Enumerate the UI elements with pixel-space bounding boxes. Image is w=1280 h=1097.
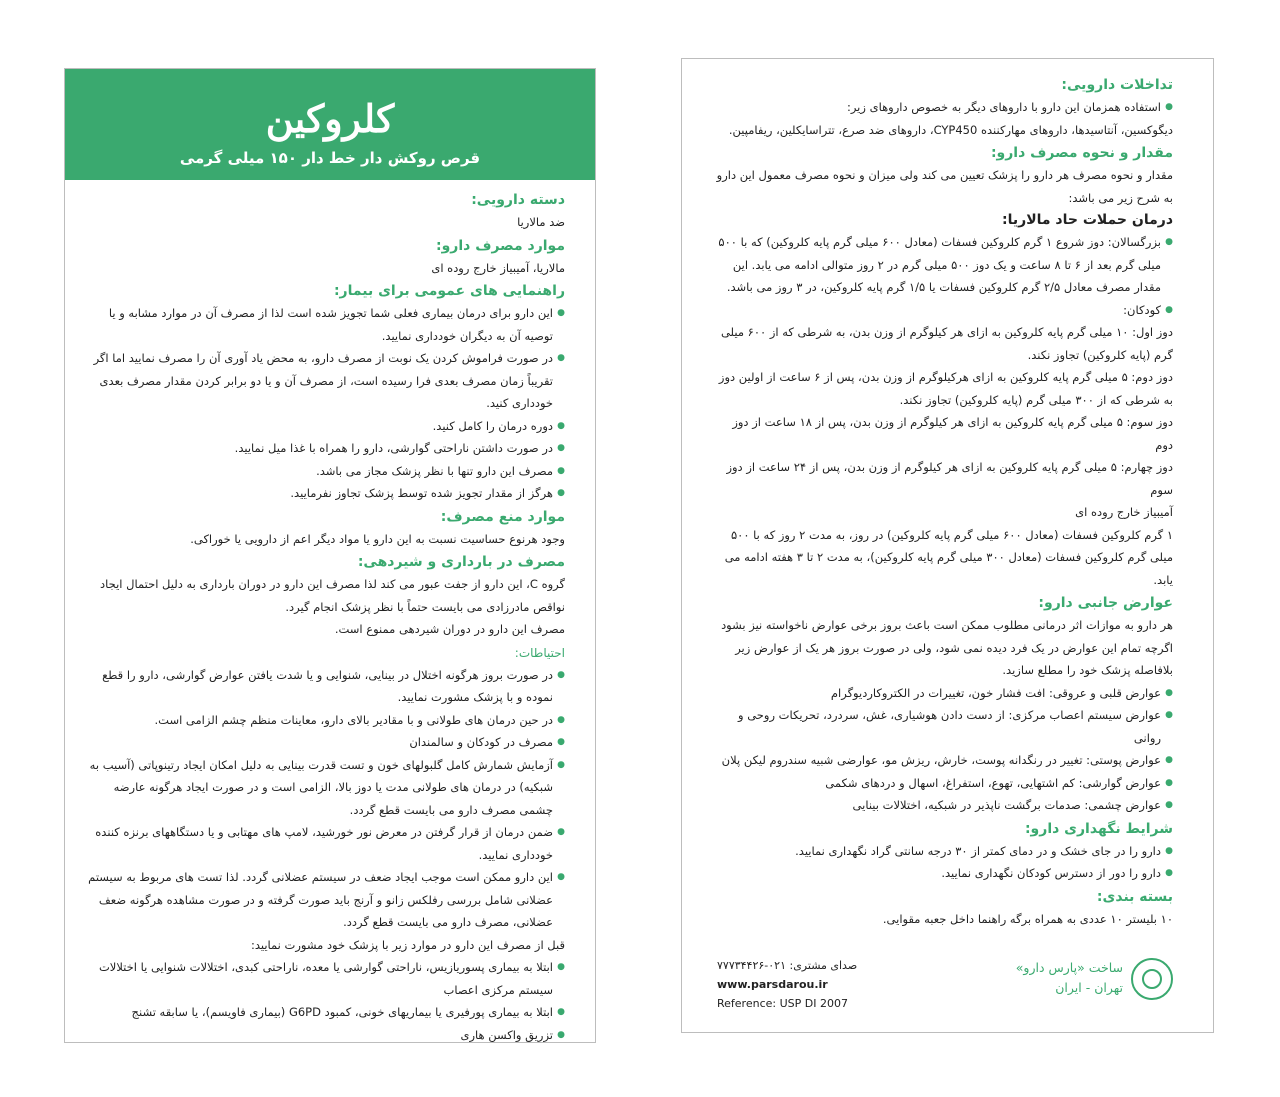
list-item: ● این دارو برای درمان بیماری فعلی شما تجویز شده است لذا از مصرف آن در موارد مشابه و یا توصیه آن به دیگران خودداری نمایید. bbox=[87, 302, 565, 347]
packaging-heading: بسته بندی: bbox=[1096, 888, 1173, 905]
interactions-drugs: دیگوکسین، آنتاسیدها، داروهای مهارکننده CYP450، داروهای ضد صرع، تتراسایکلین، ریفامپین. bbox=[728, 122, 1173, 137]
list-item: ● عوارض چشمی: صدمات برگشت ناپذیر در شبکیه، اختلالات بینایی bbox=[712, 794, 1173, 817]
precautions-list bbox=[87, 664, 565, 934]
leaflet-left-panel bbox=[64, 68, 596, 1043]
guidance-list bbox=[87, 302, 565, 505]
dose-fourth: دوز چهارم: ۵ میلی گرم پایه کلروکین به ازای هر کیلوگرم از وزن بدن، پس از ۲۴ ساعت از دوز سوم bbox=[726, 460, 1173, 497]
list-item: ● دارو را دور از دسترس کودکان نگهداری نمایید. bbox=[712, 862, 1173, 885]
list-item: ● در صورت بروز هرگونه اختلال در بینایی، شنوایی و یا شدت یافتن عوارض گوارشی، دارو را قطع نموده و با پزشک مشورت نمایید. bbox=[87, 664, 565, 709]
packaging-text: ۱۰ بلیستر ۱۰ عددی به همراه برگه راهنما داخل جعبه مقوایی. bbox=[882, 911, 1173, 926]
category-heading: دسته دارویی: bbox=[471, 192, 565, 208]
dose-second: دوز دوم: ۵ میلی گرم پایه کلروکین به ازای هرکیلوگرم از وزن بدن، پس از ۶ ساعت از اولین دوز به شرطی که از ۳۰۰ میلی گرم (پایه کلروکین) تجاوز نکند. bbox=[718, 370, 1173, 407]
contraindications-text: وجود هرنوع حساسیت نسبت به این دارو یا مواد دیگر اعم از دارویی یا خوراکی. bbox=[190, 531, 565, 546]
list-item: ● تزریق واکسن هاری bbox=[87, 1024, 565, 1047]
list-item: ● دارو را در جای خشک و در دمای کمتر از ۳۰ درجه سانتی گراد نگهداری نمایید. bbox=[712, 840, 1173, 863]
right-body bbox=[682, 59, 1213, 930]
consult-intro: قبل از مصرف این دارو در موارد زیر با پزشک خود مشورت نمایید: bbox=[250, 937, 565, 952]
malaria-heading: درمان حملات حاد مالاریا: bbox=[1002, 212, 1173, 228]
list-item: ● عوارض سیستم اعصاب مرکزی: از دست دادن هوشیاری، غش، سردرد، تحریکات روحی و روانی bbox=[712, 704, 1173, 749]
precautions-heading: احتیاطات: bbox=[514, 645, 565, 660]
drug-header bbox=[65, 69, 595, 180]
storage-heading: شرایط نگهداری دارو: bbox=[1024, 820, 1173, 837]
manufacturer-block bbox=[1003, 956, 1173, 1006]
list-item: ● در حین درمان های طولانی و با مقادیر بالای دارو، معاینات منظم چشم الزامی است. bbox=[87, 709, 565, 732]
side-effects-text: هر دارو به موازات اثر درمانی مطلوب ممکن است باعث بروز برخی عوارض ناخواسته نیز بشود اگرچه تمام این عوارض در یک فرد دیده نمی شود، ولی در صورت بروز هر یک از عوارض زیر بلافاصله پزشک خود را مطلع سازید. bbox=[721, 618, 1173, 677]
pars-darou-logo-icon bbox=[1131, 958, 1173, 1000]
side-effects-list bbox=[712, 682, 1173, 817]
storage-list bbox=[712, 840, 1173, 885]
interactions-list bbox=[712, 96, 1173, 119]
dose-third: دوز سوم: ۵ میلی گرم پایه کلروکین به ازای هر کیلوگرم از وزن بدن، پس از ۱۸ ساعت از دوز دوم bbox=[732, 415, 1173, 452]
dosage-list bbox=[712, 231, 1173, 321]
list-item: ● آزمایش شمارش کامل گلبولهای خون و تست قدرت بینایی به دلیل امکان ایجاد رتینوپاتی (آسیب به شبکیه) در درمان های طولانی مدت یا دوز بالا، الزامی است و در صورت ایجاد هرگونه عارضه چشمی مصرف دارو می بایست قطع گردد. bbox=[87, 754, 565, 822]
list-item: ● ابتلا به بیماری پسوریازیس، ناراحتی گوارشی یا معده، ناراحتی کبدی، اختلالات شنوایی یا اختلالات سیستم مرکزی اعصاب bbox=[87, 956, 565, 1001]
list-item: ● عوارض پوستی: تغییر در رنگدانه پوست، خارش، ریزش مو، عوارضی شبیه سندروم لیکن پلان bbox=[712, 749, 1173, 772]
list-item: ● عوارض قلبی و عروقی: افت فشار خون، تغییرات در الکتروکاردیوگرام bbox=[712, 682, 1173, 705]
list-item: ● در صورت فراموش کردن یک نوبت از مصرف دارو، به محض یاد آوری آن را مصرف نمایید اما اگر تقریباً زمان مصرف بعدی فرا رسیده است، از مصرف آن و یا دو برابر کردن مقدار مصرف بعدی خودداری کنید. bbox=[87, 347, 565, 415]
amoeba-text: ۱ گرم کلروکین فسفات (معادل ۶۰۰ میلی گرم پایه کلروکین) در روز، به مدت ۲ روز که با ۵۰۰ میلی گرم کلروکین فسفات (معادل ۳۰۰ میلی گرم پایه کلروکین)، به مدت ۲ تا ۳ هفته ادامه می یابد. bbox=[724, 527, 1173, 587]
dose-first: دوز اول: ۱۰ میلی گرم پایه کلروکین به ازای هر کیلوگرم از وزن بدن، به شرطی که از ۶۰۰ میلی گرم (پایه کلروکین) تجاوز نکند. bbox=[720, 325, 1173, 362]
consult-list bbox=[87, 956, 565, 1046]
list-item: ● ابتلا به بیماری پورفیری یا بیماریهای خونی، کمبود G6PD (بیماری فاویسم)، یا سابقه تشنج bbox=[87, 1001, 565, 1024]
category-text: ضد مالاریا bbox=[517, 215, 565, 229]
list-item: ● ضمن درمان از قرار گرفتن در معرض نور خورشید، لامپ های مهتابی و یا دستگاههای برنزه کننده خودداری نمایید. bbox=[87, 821, 565, 866]
list-item: ● دوره درمان را کامل کنید. bbox=[87, 415, 565, 438]
lactation-text: مصرف این دارو در دوران شیردهی ممنوع است. bbox=[334, 622, 565, 636]
dosage-text: مقدار و نحوه مصرف هر دارو را پزشک تعیین می کند ولی میزان و نحوه مصرف معمول این دارو به شرح زیر می باشد: bbox=[716, 168, 1173, 205]
drug-subtitle: قرص روکش دار خط دار ۱۵۰ میلی گرمی bbox=[179, 149, 481, 167]
left-body bbox=[65, 180, 595, 1046]
uses-text: مالاریا، آمیبیاز خارج روده ای bbox=[431, 260, 565, 275]
list-item: ● عوارض گوارشی: کم اشتهایی، تهوع، استفراغ، اسهال و دردهای شکمی bbox=[712, 772, 1173, 795]
manufacturer-location: تهران - ایران bbox=[1055, 980, 1123, 995]
website-link[interactable]: www.parsdarou.ir bbox=[717, 978, 828, 991]
side-effects-heading: عوارض جانبی دارو: bbox=[1038, 595, 1173, 611]
phone-number: ۰۲۱-۷۷۷۳۴۴۲۶ bbox=[717, 959, 786, 972]
amoeba-heading: آمیبیاز خارج روده ای bbox=[1075, 505, 1173, 519]
list-item: ● مصرف این دارو تنها با نظر پزشک مجاز می باشد. bbox=[87, 460, 565, 483]
dosage-heading: مقدار و نحوه مصرف دارو: bbox=[990, 145, 1173, 161]
contraindications-heading: موارد منع مصرف: bbox=[440, 508, 565, 525]
reference-text: Reference: USP DI 2007 bbox=[717, 997, 848, 1010]
uses-heading: موارد مصرف دارو: bbox=[435, 237, 565, 254]
list-item: ● استفاده همزمان این دارو با داروهای دیگر به خصوص داروهای زیر: bbox=[712, 96, 1173, 119]
interactions-heading: تداخلات دارویی: bbox=[1061, 77, 1173, 93]
pregnancy-heading: مصرف در بارداری و شیردهی: bbox=[357, 554, 565, 570]
leaflet-right-panel bbox=[681, 58, 1214, 1033]
list-item: ● مصرف در کودکان و سالمندان bbox=[87, 731, 565, 754]
drug-title: کلروکین bbox=[265, 96, 395, 141]
leaflet-footer bbox=[717, 956, 1173, 1012]
manufacturer-name: ساخت «پارس دارو» bbox=[1015, 960, 1123, 975]
phone-label: صدای مشتری: bbox=[789, 959, 858, 972]
list-item: ● بزرگسالان: دوز شروع ۱ گرم کلروکین فسفات (معادل ۶۰۰ میلی گرم پایه کلروکین) که با ۵۰۰ میلی گرم بعد از ۶ تا ۸ ساعت و یک دوز ۵۰۰ میلی گرم در ۲ روز متوالی ادامه می یابد. این مقدار مصرف معادل ۲/۵ گرم کلروکین فسفات یا ۱/۵ گرم پایه کلروکین، در ۳ روز می باشد. bbox=[712, 231, 1173, 299]
list-item: ● هرگز از مقدار تجویز شده توسط پزشک تجاوز نفرمایید. bbox=[87, 482, 565, 505]
list-item: ● در صورت داشتن ناراحتی گوارشی، دارو را همراه با غذا میل نمایید. bbox=[87, 437, 565, 460]
list-item: ● این دارو ممکن است موجب ایجاد ضعف در سیستم عضلانی گردد. لذا تست های مربوط به سیستم عضلانی شامل بررسی رفلکس زانو و آرنج باید صورت گرفته و در صورت مشاهده هرگونه ضعف عضلانی، مصرف دارو می بایست قطع گردد. bbox=[87, 866, 565, 934]
guidance-heading: راهنمایی های عمومی برای بیمار: bbox=[333, 283, 565, 299]
pregnancy-text: گروه C، این دارو از جفت عبور می کند لذا مصرف این دارو در دوران بارداری به دلیل احتمال ایجاد نواقص مادرزادی می بایست حتماً با نظر پزشک انجام گیرد. bbox=[100, 577, 565, 614]
contact-block bbox=[717, 956, 857, 1013]
list-item: ● کودکان: bbox=[712, 299, 1173, 322]
